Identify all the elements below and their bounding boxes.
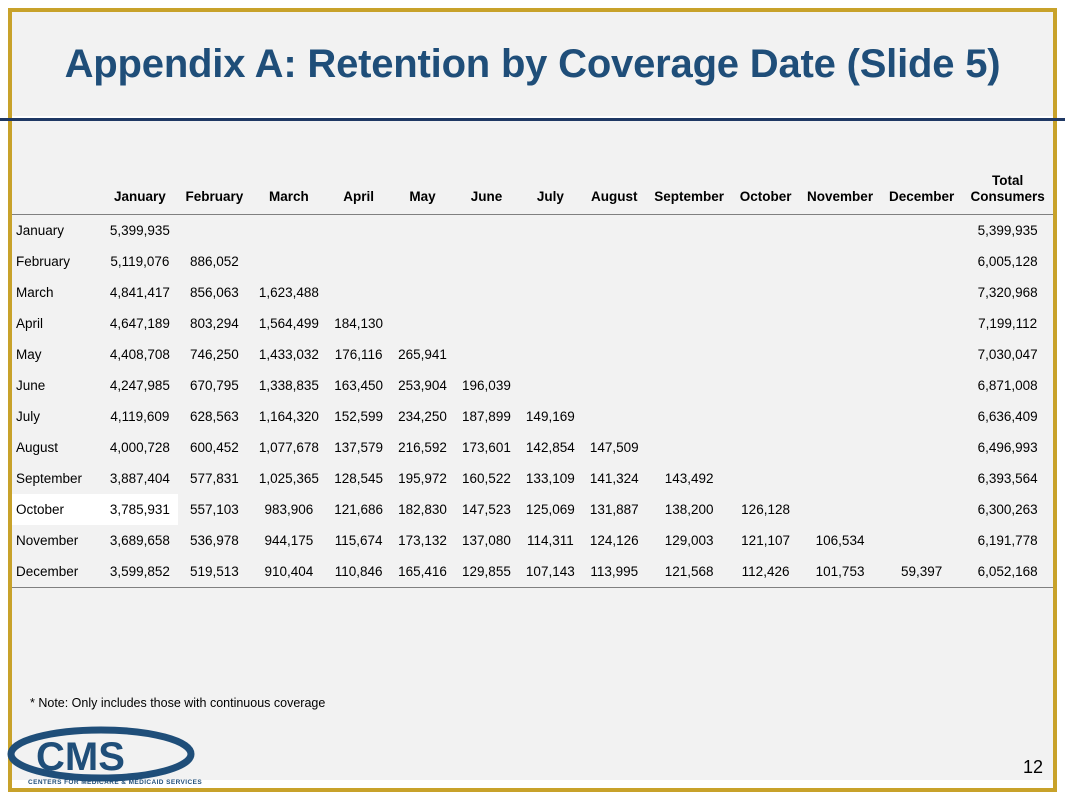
- cell: 557,103: [189, 502, 239, 518]
- column-header-july: July: [518, 169, 582, 215]
- cell: 129,003: [664, 533, 714, 549]
- cell: [646, 308, 732, 339]
- row-label-february: February: [16, 254, 71, 270]
- cell: [391, 277, 455, 308]
- cell: [455, 215, 519, 247]
- cell: [455, 246, 519, 277]
- cell: 112,426: [732, 556, 799, 588]
- svg-text:CMS: CMS: [36, 735, 125, 779]
- cell: 265,941: [398, 347, 447, 363]
- row-label-october: October: [12, 494, 102, 525]
- cell-total: 6,191,778: [977, 533, 1038, 549]
- cell: [881, 525, 962, 556]
- table-row: [12, 308, 1053, 339]
- cell: [582, 308, 646, 339]
- table-row: [12, 525, 1053, 556]
- cell: 143,492: [664, 471, 714, 487]
- cell: [799, 277, 881, 308]
- cell: [799, 308, 881, 339]
- cell: [732, 246, 799, 277]
- cell: 600,452: [189, 440, 239, 456]
- cell: [881, 277, 962, 308]
- total-consumers-line1: Total: [992, 173, 1024, 188]
- slide-body: [12, 121, 1053, 780]
- cell: [518, 370, 582, 401]
- cell: [732, 308, 799, 339]
- cell-total: 5,399,935: [977, 223, 1038, 239]
- column-header-may: May: [391, 169, 455, 215]
- table-header: [12, 169, 1053, 215]
- total-consumers-line2: Consumers: [970, 188, 1045, 204]
- cell: [327, 246, 391, 277]
- cell: 121,568: [646, 556, 732, 588]
- cell: [327, 215, 391, 247]
- cell: [646, 339, 732, 370]
- cell: [881, 432, 962, 463]
- cell: 1,623,488: [258, 285, 319, 301]
- cell: 184,130: [334, 316, 384, 332]
- cell: 3,887,404: [109, 471, 170, 487]
- cms-logo: [6, 726, 206, 792]
- cell: 4,119,609: [110, 409, 170, 425]
- cell: 131,887: [589, 502, 639, 518]
- cell: [518, 277, 582, 308]
- row-label-may: May: [16, 347, 42, 363]
- cell: 253,904: [398, 378, 447, 394]
- cell: [732, 277, 799, 308]
- cell-total: 6,871,008: [977, 378, 1038, 394]
- cell: [799, 463, 881, 494]
- cell: 1,433,032: [258, 347, 319, 363]
- cell-total: 6,052,168: [962, 556, 1053, 588]
- table-row: [12, 215, 1053, 247]
- cell: [455, 308, 519, 339]
- table-row: [12, 370, 1053, 401]
- cell: 910,404: [251, 556, 327, 588]
- cell: [518, 308, 582, 339]
- cell: 1,077,678: [258, 440, 319, 456]
- cell-total: 6,636,409: [977, 409, 1038, 425]
- cell: 152,599: [334, 409, 384, 425]
- cell: [799, 215, 881, 247]
- table-row: [12, 277, 1053, 308]
- cell: 173,601: [462, 440, 511, 456]
- cell: 1,164,320: [258, 409, 319, 425]
- cell: 137,080: [462, 533, 511, 549]
- cell: 129,855: [455, 556, 519, 588]
- retention-table: [12, 169, 1053, 588]
- cell: 142,854: [525, 440, 575, 456]
- cell: [646, 246, 732, 277]
- cell: [327, 277, 391, 308]
- cell: 4,000,728: [109, 440, 170, 456]
- cell: 59,397: [881, 556, 962, 588]
- cell: [582, 401, 646, 432]
- cell: 133,109: [525, 471, 575, 487]
- cell: 137,579: [334, 440, 384, 456]
- cell: [732, 463, 799, 494]
- cell: [799, 246, 881, 277]
- column-header-total-consumers: [962, 169, 1053, 215]
- table-row: [12, 401, 1053, 432]
- cell: 1,564,499: [258, 316, 319, 332]
- cell: [391, 308, 455, 339]
- cell: [391, 215, 455, 247]
- table-row: [12, 432, 1053, 463]
- cell: [646, 370, 732, 401]
- cell: [799, 494, 881, 525]
- cell: 124,126: [589, 533, 639, 549]
- cell: 803,294: [189, 316, 239, 332]
- cell: 147,509: [589, 440, 639, 456]
- cell: 165,416: [391, 556, 455, 588]
- column-header-rowlabel: [12, 169, 102, 215]
- cell: 126,128: [741, 502, 790, 518]
- cell: 3,689,658: [109, 533, 170, 549]
- cell: 4,647,189: [109, 316, 170, 332]
- table-row-highlighted: [12, 494, 1053, 525]
- column-header-january: January: [102, 169, 178, 215]
- cell: 944,175: [264, 533, 314, 549]
- cell: 128,545: [334, 471, 384, 487]
- cell: 4,841,417: [109, 285, 170, 301]
- cell: 121,107: [741, 533, 790, 549]
- column-header-june: June: [455, 169, 519, 215]
- cell: [881, 463, 962, 494]
- cell: [518, 246, 582, 277]
- column-header-august: August: [582, 169, 646, 215]
- column-header-april: April: [327, 169, 391, 215]
- cell: 101,753: [799, 556, 881, 588]
- cell: [646, 215, 732, 247]
- cell: 114,311: [526, 533, 574, 549]
- cell: [391, 246, 455, 277]
- svg-text:CENTERS FOR MEDICARE & MEDICAI: CENTERS FOR MEDICARE & MEDICAID SERVICES: [28, 779, 203, 786]
- cell-total: 6,005,128: [977, 254, 1038, 270]
- row-label-april: April: [16, 316, 44, 332]
- cell: [582, 339, 646, 370]
- row-label-november: November: [16, 533, 79, 549]
- cell: 577,831: [189, 471, 239, 487]
- cell: 173,132: [398, 533, 447, 549]
- cell-total: 6,300,263: [977, 502, 1038, 518]
- cell: 113,995: [582, 556, 646, 588]
- cell-total: 6,393,564: [977, 471, 1038, 487]
- cell: [582, 246, 646, 277]
- cell-total: 7,030,047: [977, 347, 1038, 363]
- cell: [251, 215, 327, 247]
- cell: [646, 432, 732, 463]
- cell: [251, 246, 327, 277]
- column-header-february: February: [178, 169, 251, 215]
- row-label-march: March: [16, 285, 54, 301]
- cell: [881, 370, 962, 401]
- cell: [881, 215, 962, 247]
- cell: 886,052: [189, 254, 239, 270]
- cell: [732, 401, 799, 432]
- table-body: [12, 215, 1053, 588]
- cell: 856,063: [189, 285, 239, 301]
- cell: 5,399,935: [109, 223, 170, 239]
- cell: [646, 277, 732, 308]
- table-row: [12, 339, 1053, 370]
- cell: 628,563: [189, 409, 239, 425]
- cell: [455, 277, 519, 308]
- cell: 115,674: [334, 533, 383, 549]
- cell: [178, 215, 251, 247]
- cell: 4,247,985: [109, 378, 170, 394]
- cell: [881, 494, 962, 525]
- cell: 4,408,708: [109, 347, 170, 363]
- column-header-december: December: [881, 169, 962, 215]
- column-header-october: October: [732, 169, 799, 215]
- cell: 125,069: [525, 502, 575, 518]
- cell: 1,025,365: [258, 471, 319, 487]
- cell: [881, 246, 962, 277]
- row-label-september: September: [16, 471, 83, 487]
- cell: [799, 401, 881, 432]
- cell: 121,686: [334, 502, 384, 518]
- cell: 187,899: [462, 409, 511, 425]
- cell: [455, 339, 519, 370]
- cell: 234,250: [398, 409, 447, 425]
- cell: 141,324: [589, 471, 639, 487]
- cell: 106,534: [815, 533, 865, 549]
- page-title: Appendix A: Retention by Coverage Date (Slide 5): [64, 41, 1001, 86]
- cell: 536,978: [189, 533, 239, 549]
- cell: [582, 370, 646, 401]
- cell-total: 7,320,968: [977, 285, 1038, 301]
- cell: 670,795: [189, 378, 239, 394]
- cell: [582, 215, 646, 247]
- cell: 163,450: [334, 378, 384, 394]
- cell: [732, 339, 799, 370]
- cell: [799, 370, 881, 401]
- table-row: [12, 463, 1053, 494]
- title-band: [12, 12, 1053, 116]
- cell: 110,846: [327, 556, 391, 588]
- cell: [881, 339, 962, 370]
- cell: [582, 277, 646, 308]
- table-header-row: [12, 169, 1053, 215]
- cell: 3,599,852: [102, 556, 178, 588]
- row-label-august: August: [16, 440, 59, 456]
- cell: 147,523: [462, 502, 511, 518]
- cell: 195,972: [398, 471, 447, 487]
- cell: [518, 339, 582, 370]
- cell: [799, 339, 881, 370]
- cell: [881, 308, 962, 339]
- cell: 3,785,931: [102, 494, 178, 525]
- cell: [732, 215, 799, 247]
- cell: 149,169: [525, 409, 575, 425]
- column-header-september: September: [646, 169, 732, 215]
- table-row: [12, 556, 1053, 588]
- page-number: 12: [1022, 757, 1043, 777]
- cell: 1,338,835: [258, 378, 319, 394]
- column-header-march: March: [251, 169, 327, 215]
- cell: [799, 432, 881, 463]
- row-label-december: December: [12, 556, 102, 588]
- cell: 519,513: [178, 556, 251, 588]
- cell: 983,906: [264, 502, 314, 518]
- cell: 176,116: [334, 347, 383, 363]
- cell: 138,200: [664, 502, 714, 518]
- cell-total: 7,199,112: [978, 316, 1038, 332]
- cell: 5,119,076: [110, 254, 170, 270]
- table-row: [12, 246, 1053, 277]
- cell: [646, 401, 732, 432]
- cell: [732, 432, 799, 463]
- cell: 216,592: [398, 440, 447, 456]
- cell: 160,522: [462, 471, 511, 487]
- cell: 182,830: [398, 502, 447, 518]
- cell: 196,039: [462, 378, 511, 394]
- row-label-january: January: [16, 223, 65, 239]
- row-label-june: June: [16, 378, 46, 394]
- cell-total: 6,496,993: [977, 440, 1038, 456]
- cell: [881, 401, 962, 432]
- cell: 746,250: [189, 347, 239, 363]
- row-label-july: July: [16, 409, 41, 425]
- cell: 107,143: [518, 556, 582, 588]
- column-header-november: November: [799, 169, 881, 215]
- cell: [732, 370, 799, 401]
- cell: [518, 215, 582, 247]
- footnote: * Note: Only includes those with continuous coverage: [30, 696, 326, 710]
